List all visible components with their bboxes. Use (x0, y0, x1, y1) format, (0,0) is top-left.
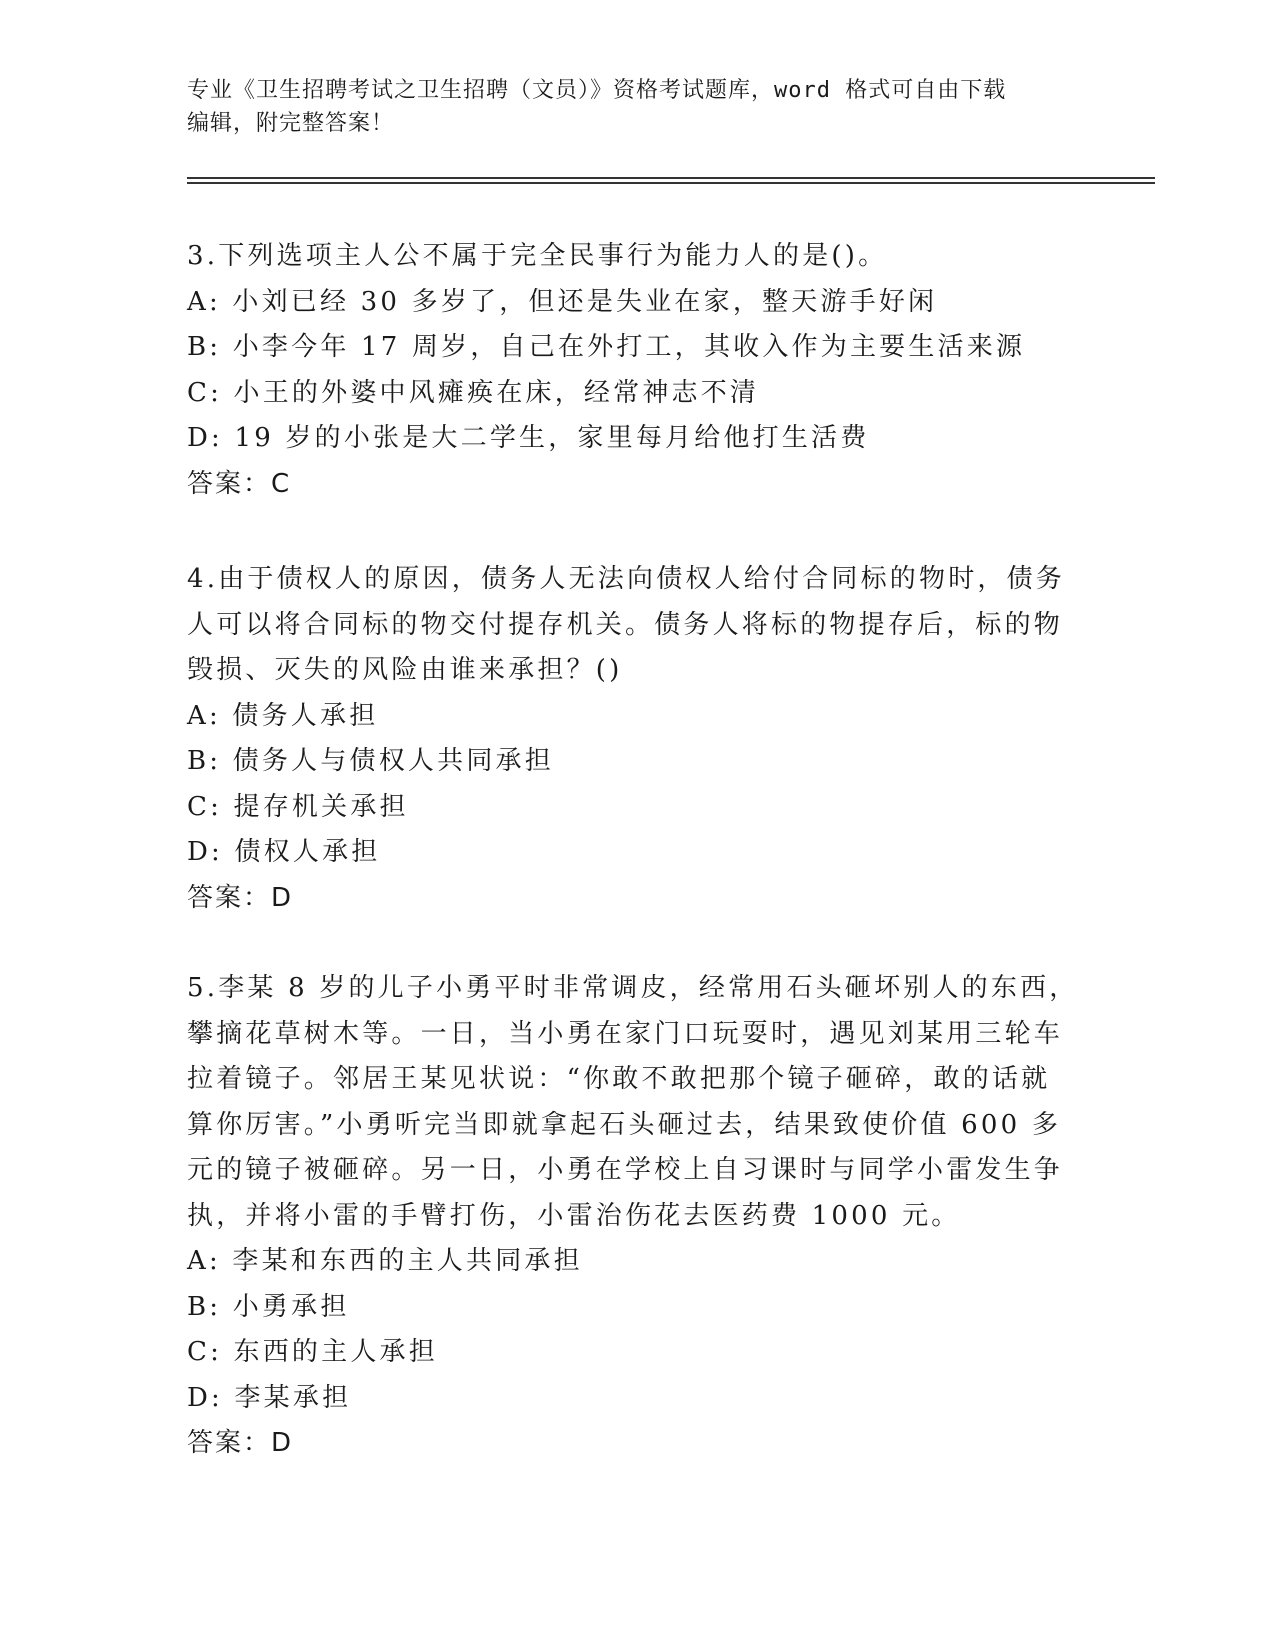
question-stem-line: 拉着镜子。邻居王某见状说：“你敢不敢把那个镜子砸碎，敢的话就 (187, 1064, 1051, 1094)
option-d: D: 李某承担 (187, 1382, 352, 1413)
header-line-1: 专业《卫生招聘考试之卫生招聘（文员）》资格考试题库，word 格式可自由下载 (187, 78, 1007, 103)
option-b: B: 小勇承担 (187, 1291, 350, 1322)
answer-line: 答案：D (187, 1428, 294, 1458)
answer-line: 答案：C (187, 468, 292, 499)
header-divider-top (187, 177, 1155, 179)
question-stem-line: 3.下列选项主人公不属于完全民事行为能力人的是()。 (187, 241, 888, 271)
option-a: A: 小刘已经 30 多岁了，但还是失业在家，整天游手好闲 (187, 286, 938, 317)
option-c: C: 东西的主人承担 (187, 1337, 438, 1367)
question-stem-line: 执，并将小雷的手臂打伤，小雷治伤花去医药费 1000 元。 (187, 1200, 961, 1231)
question-stem-line: 人可以将合同标的物交付提存机关。债务人将标的物提存后，标的物 (187, 609, 1064, 640)
option-c: C: 提存机关承担 (187, 791, 409, 822)
question-stem-line: 4.由于债权人的原因，债务人无法向债权人给付合同标的物时，债务 (187, 564, 1066, 594)
header-divider-bottom (187, 182, 1155, 184)
question-3 (187, 234, 1067, 507)
header-line-2: 编辑，附完整答案！ (187, 111, 395, 136)
option-b: B: 小李今年 17 周岁，自己在外打工，其收入作为主要生活来源 (187, 332, 1026, 362)
option-d: D: 19 岁的小张是大二学生，家里每月给他打生活费 (187, 423, 870, 453)
question-stem-line: 算你厉害。”小勇听完当即就拿起石头砸过去，结果致使价值 600 多 (187, 1109, 1062, 1140)
document-header (187, 74, 1087, 140)
option-c: C: 小王的外婆中风瘫痪在床，经常神志不清 (187, 377, 760, 408)
option-a: A: 债务人承担 (187, 700, 379, 731)
option-a: A: 李某和东西的主人共同承担 (187, 1246, 583, 1276)
question-4 (187, 557, 1067, 921)
question-5 (187, 966, 1079, 1467)
question-stem-line: 攀摘花草树木等。一日，当小勇在家门口玩耍时，遇见刘某用三轮车 (187, 1018, 1064, 1049)
question-stem-line: 元的镜子被砸碎。另一日，小勇在学校上自习课时与同学小雷发生争 (187, 1155, 1064, 1185)
answer-line: 答案：D (187, 882, 294, 913)
option-d: D: 债权人承担 (187, 837, 381, 867)
option-b: B: 债务人与债权人共同承担 (187, 746, 554, 776)
question-stem-line: 5.李某 8 岁的儿子小勇平时非常调皮，经常用石头砸坏别人的东西， (187, 973, 1079, 1003)
question-stem-line: 毁损、灭失的风险由谁来承担？() (187, 655, 623, 685)
